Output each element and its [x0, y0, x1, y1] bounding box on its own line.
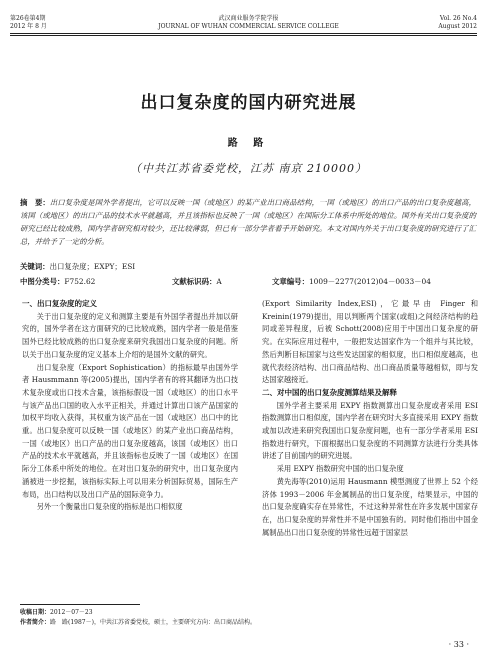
- article-number: [272, 276, 431, 287]
- journal-name-block: [0, 15, 497, 31]
- author-bio: [20, 618, 256, 627]
- doc-code-value: A: [216, 277, 222, 286]
- abstract-text: 出口复杂度是国外学者提出，它可以反映一国（或地区）的某产业出口商品结构，一国（或地区）的出口产品的出口复杂度越高，该国（或地区）的出口产品的技术水平就越高，并且该指标也反映了一国（或地区）在国际分工体系中所处的地位。国外有关出口复杂度的研究已经比较成熟，国内学者研究相对较少，还比较薄弱，但已有一部分学者着手开始研究。本文对国内外关于出口复杂度的研究进行了汇总，并给予了一定的分析。: [20, 198, 476, 246]
- received-value: 2012－07－23: [50, 609, 93, 616]
- article-title: 出口复杂度的国内研究进展: [140, 93, 357, 113]
- section-heading: 二、对中国的出口复杂度测算结果及解释: [262, 387, 397, 397]
- clc-label: 中图分类号：: [20, 277, 65, 286]
- abstract-label: 摘 要：: [20, 198, 50, 207]
- keywords: [20, 261, 135, 272]
- header-rule-thin: [10, 35, 477, 36]
- article-number-value: 1009－2277(2012)04－0033－04: [308, 277, 431, 286]
- author-bio-text: 路 路(1987－)，中共江苏省委党校，硕士，主要研究方向：出口商品结构。: [50, 619, 256, 626]
- received-date: [20, 608, 93, 617]
- keywords-label: 关键词：: [20, 262, 50, 271]
- author-bio-label: 作者简介：: [20, 619, 51, 626]
- issue-date-en: August 2012: [438, 23, 477, 30]
- paragraph: 国外学者主要采用 EXPY 指数测算出口复杂度或者采用 ESI 指数测算出口相似度，国内学者在研究时大多直接采用 EXPY 指数或加以改进来研究我国出口复杂度问题，也有一部分学者采用 ESI 指数进行研究，下面根据出口复杂度的不同测算方法进行分类具体讲述了目前国内的研究进展。: [262, 400, 478, 461]
- received-label: 收稿日期：: [20, 609, 51, 616]
- section-heading: 一、出口复杂度的定义: [22, 299, 97, 308]
- paragraph: 出口复杂度（Export Sophistication）的指标最早由国外学者 Hausmmann 等(2005)提出，国内学者有的将其翻译为出口技术复杂度或出口技术含量，该指标假设一国（或地区）的出口水平与该产品出口国的收入水平正相关，并通过计算出口该产品国家的加权平均收入获得，其权重为该产品在一国（或地区）出口中的比重。出口复杂度可以反映一国（或地区）的某产业出口商品结构，一国（或地区）出口产品的出口复杂度越高，该国（或地区）出口产品的技术水平就越高，并且该指标也反映了一国（或地区）在国际分工体系中所处的地位。在对出口复杂的研究中，出口复杂度内涵被进一步挖掘，该指标实际上可以用来分析国际贸易，国际生产布局，出口结构以及出口产品的国际竞争力。: [22, 362, 238, 499]
- abstract: [20, 196, 476, 248]
- volume-issue: 第26卷第4期: [10, 15, 46, 22]
- paragraph: 采用 EXPY 指数研究中国的出口复杂度: [276, 464, 404, 474]
- footnote-rule: [20, 604, 140, 605]
- paragraph: 关于出口复杂度的定义和测算主要是有外国学者提出并加以研究的，国外学者在这方面研究的已比较成熟，国内学者一般是借鉴国外已经比较成熟的出口复杂度来研究我国出口复杂度的问题。所以关于出口复杂度的定义基本上介绍的是国外文献的研究。: [22, 311, 238, 359]
- doc-code-label: 文献标识码：: [172, 277, 217, 286]
- paragraph: (Export Similarity Index,ESI)，它最早由 Finger 和 Kreinin(1979)提出，用以判断两个国家(或组)之间经济结构的趋同或差异程度，后被 Schott(2008)应用于中国出口复杂度的研究。在实际应用过程中，一般把发达国家作为一个组并与其比较，然后判断目标国家与这些发达国家的相似度，出口相似度越高，也就代表经济结构、出口商品结构、出口商品质量等越相似，即与发达国家越接近。: [262, 299, 478, 385]
- author-affiliation: （中共江苏省委党校，江苏 南京 210000）: [130, 162, 367, 175]
- right-column: [262, 298, 478, 539]
- paragraph: 另外一个衡量出口复杂度的指标是出口相似度: [36, 502, 183, 512]
- document-code: [172, 276, 222, 287]
- journal-name-cn: 武汉商业服务学院学报: [218, 15, 279, 22]
- clc-number: [20, 276, 95, 287]
- author-name: 路 路: [227, 138, 270, 149]
- volume-number-en: Vol. 26 No.4: [439, 15, 477, 22]
- page-number: · 33 ·: [448, 640, 469, 649]
- journal-volume-en: [438, 15, 477, 31]
- paragraph: 黄先海等(2010)运用 Hausmann 模型测度了世界上 52 个经济体 1993－2006 年金属制品的出口复杂度，结果显示，中国的出口复杂度确实存在异常性，不过这种异常性在许多发展中国家存在，出口复杂度的异常性并不是中国独有的。同时他们指出中国金属制品出口出口复杂度的异常性远超于国家层: [262, 476, 478, 537]
- header-rule: [10, 33, 477, 34]
- keywords-text: 出口复杂度；EXPY；ESI: [49, 262, 136, 271]
- journal-name-en: JOURNAL OF WUHAN COMMERCIAL SERVICE COLLEGE: [158, 23, 339, 30]
- left-column: [22, 298, 238, 514]
- article-number-label: 文章编号：: [272, 277, 309, 286]
- clc-value: F752.62: [64, 277, 96, 286]
- issue-date: 2012 年 8 月: [10, 23, 47, 30]
